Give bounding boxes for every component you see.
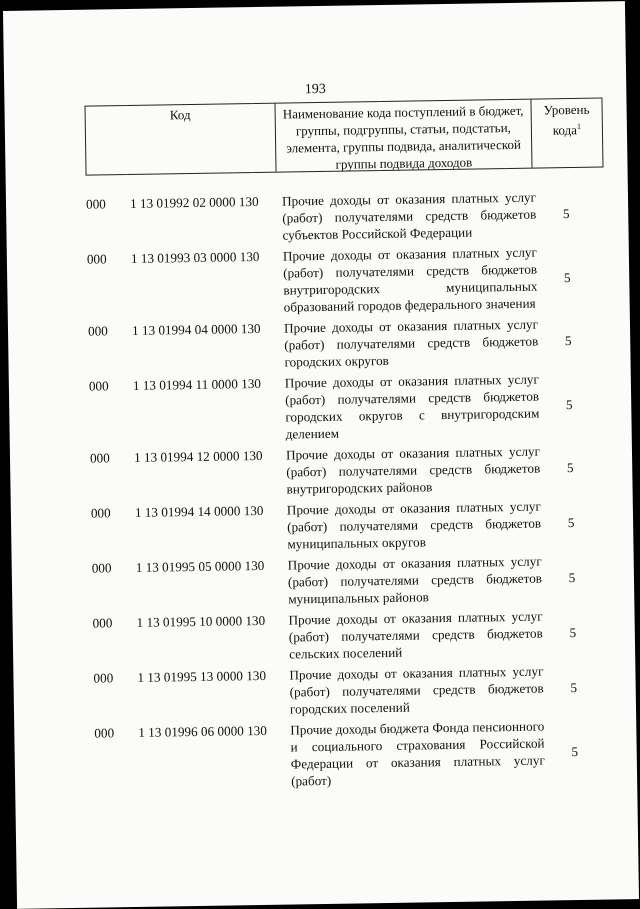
row-name: Прочие доходы от оказания платных услуг (работ) получателями средств бюджетов городских поселений xyxy=(289,663,544,717)
table-row xyxy=(87,242,608,318)
header-level-footnote: 1 xyxy=(576,121,582,131)
row-name: Прочие доходы от оказания платных услуг (работ) получателями средств бюджетов субъектов Российской Федерации xyxy=(281,189,537,243)
table-row xyxy=(86,187,607,246)
table-header xyxy=(84,98,603,176)
row-level: 5 xyxy=(568,570,576,586)
row-budget-code: 1 13 01992 02 0000 130 xyxy=(129,193,259,211)
row-budget-code: 1 13 01994 12 0000 130 xyxy=(133,447,263,465)
table-row xyxy=(90,441,611,500)
row-budget-code: 1 13 01994 14 0000 130 xyxy=(134,502,264,520)
row-admin-code: 000 xyxy=(87,323,108,339)
row-admin-code: 000 xyxy=(89,450,110,466)
row-admin-code: 000 xyxy=(93,670,114,686)
row-admin-code: 000 xyxy=(88,378,109,394)
page-number: 193 xyxy=(304,81,326,98)
row-budget-code: 1 13 01995 05 0000 130 xyxy=(135,557,265,575)
row-budget-code: 1 13 01994 04 0000 130 xyxy=(131,320,261,338)
table-row xyxy=(93,661,614,720)
table-row xyxy=(88,314,609,373)
row-name: Прочие доходы от оказания платных услуг (работ) получателями средств бюджетов городских округов xyxy=(283,316,539,370)
row-admin-code: 000 xyxy=(94,725,115,741)
header-name: Наименование кода поступлений в бюджет, группы, подгруппы, статьи, подстатьи, элемента, группы подвида, аналитической группы подвида доходов xyxy=(275,100,532,172)
table-row xyxy=(92,551,613,610)
table-row xyxy=(92,606,613,665)
table-row xyxy=(89,369,610,445)
row-budget-code: 1 13 01993 03 0000 130 xyxy=(130,248,260,266)
row-name: Прочие доходы от оказания платных услуг (работ) получателями средств бюджетов внутригородских муниципальных образований городов федерального значения xyxy=(282,244,538,315)
row-level: 5 xyxy=(567,515,575,531)
row-name: Прочие доходы от оказания платных услуг (работ) получателями средств бюджетов муниципальных округов xyxy=(286,498,542,552)
row-name: Прочие доходы от оказания платных услуг (работ) получателями средств бюджетов городских округов с внутригородским делением xyxy=(284,371,540,442)
table-row xyxy=(91,496,612,555)
row-budget-code: 1 13 01995 13 0000 130 xyxy=(137,667,267,685)
row-level: 5 xyxy=(569,625,577,641)
header-code: Код xyxy=(85,104,276,175)
table-row xyxy=(94,716,615,792)
row-level: 5 xyxy=(570,680,578,696)
row-name: Прочие доходы от оказания платных услуг (работ) получателями средств бюджетов внутригородских районов xyxy=(285,443,541,497)
row-level: 5 xyxy=(564,333,572,349)
row-budget-code: 1 13 01996 06 0000 130 xyxy=(138,722,268,740)
row-admin-code: 000 xyxy=(86,251,107,267)
row-name: Прочие доходы бюджета Фонда пенсионного и социального страхования Российской Федерации от оказания платных услуг (работ) xyxy=(290,718,545,789)
row-level: 5 xyxy=(566,460,574,476)
row-level: 5 xyxy=(563,269,571,285)
row-admin-code: 000 xyxy=(91,560,112,576)
row-admin-code: 000 xyxy=(92,615,113,631)
row-level: 5 xyxy=(571,743,579,759)
row-budget-code: 1 13 01994 11 0000 130 xyxy=(132,375,262,393)
row-budget-code: 1 13 01995 10 0000 130 xyxy=(136,612,266,630)
row-name: Прочие доходы от оказания платных услуг (работ) получателями средств бюджетов муниципальных районов xyxy=(287,553,543,607)
row-level: 5 xyxy=(562,206,570,222)
header-level-label: Уровень кода xyxy=(543,101,590,138)
code-list xyxy=(86,187,615,792)
row-level: 5 xyxy=(565,396,573,412)
row-admin-code: 000 xyxy=(85,196,106,212)
row-name: Прочие доходы от оказания платных услуг (работ) получателями средств бюджетов сельских поселений xyxy=(288,608,543,662)
header-level xyxy=(531,99,602,168)
row-admin-code: 000 xyxy=(90,505,111,521)
document-page xyxy=(3,1,639,909)
